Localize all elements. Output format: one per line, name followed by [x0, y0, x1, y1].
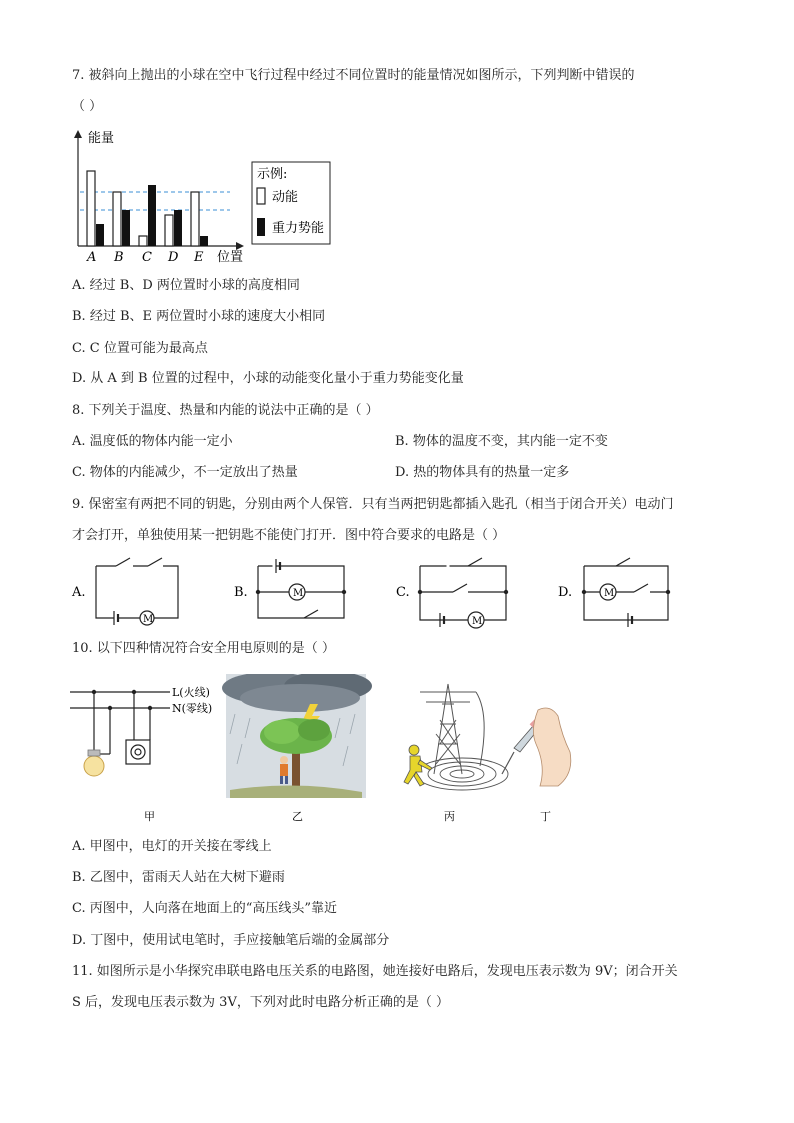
q7-energy-chart	[70, 128, 340, 268]
circuit-a-motor-label: M	[143, 614, 154, 625]
q10-option-c: C. 丙图中，人向落在地面上的“高压线头”靠近	[72, 901, 338, 916]
legend-label-kinetic: 动能	[272, 190, 299, 205]
q7-answer-blank: （ ）	[72, 99, 103, 114]
y-axis-arrow-icon	[74, 130, 82, 138]
circuit-a-label: A.	[72, 585, 86, 600]
caption-yi: 乙	[292, 810, 303, 823]
live-wire-label: L(火线)	[172, 686, 210, 699]
q10-illustrations	[70, 674, 590, 824]
circuit-d-motor-label: M	[604, 588, 615, 599]
caption-jia: 甲	[144, 810, 155, 823]
circuit-d-label: D.	[558, 585, 573, 600]
position-label-c: C	[142, 250, 152, 265]
person-icon	[404, 745, 432, 786]
q9-circuit-options	[68, 552, 688, 632]
circuit-b-label: B.	[234, 585, 248, 600]
q8-stem: 8. 下列关于温度、热量和内能的说法中正确的是（ ）	[72, 403, 379, 418]
y-axis-label: 能量	[88, 131, 115, 146]
q8-option-c: C. 物体的内能减少，不一定放出了热量	[72, 465, 298, 480]
q8-option-b: B. 物体的温度不变，其内能一定不变	[395, 434, 608, 449]
bar-kinetic-e	[191, 192, 199, 246]
figure-ding-test-pen	[502, 708, 571, 786]
x-axis-label: 位置	[217, 250, 244, 265]
q7-option-a: A. 经过 B、D 两位置时小球的高度相同	[72, 278, 300, 293]
q8-option-d: D. 热的物体具有的热量一定多	[395, 465, 570, 480]
position-label-d: D	[168, 250, 179, 265]
q7-option-d: D. 从 A 到 B 位置的过程中，小球的动能变化量小于重力势能变化量	[72, 371, 464, 386]
q8-option-a: A. 温度低的物体内能一定小	[72, 434, 233, 449]
q10-option-b: B. 乙图中，雷雨天人站在大树下避雨	[72, 870, 285, 885]
position-label-e: E	[194, 250, 204, 265]
bar-kinetic-c	[139, 236, 147, 246]
bar-potential-c	[148, 185, 156, 246]
circuit-d	[582, 558, 669, 627]
neutral-wire-label: N(零线)	[172, 702, 213, 715]
legend-label-potential: 重力势能	[272, 221, 325, 236]
bar-kinetic-d	[165, 215, 173, 246]
circuit-c-motor-label: M	[472, 616, 483, 627]
figure-bing-high-voltage	[404, 684, 508, 790]
caption-ding: 丁	[540, 810, 551, 823]
caption-bing: 丙	[444, 810, 455, 823]
figure-jia-wiring	[70, 690, 170, 764]
bar-potential-e	[200, 236, 208, 246]
q7-option-c: C. C 位置可能为最高点	[72, 341, 208, 356]
legend-swatch-potential	[257, 218, 265, 236]
bar-kinetic-a	[87, 171, 95, 246]
q11-stem-line1: 11. 如图所示是小华探究串联电路电压关系的电路图，她连接好电路后，发现电压表示数为 9V；闭合开关	[72, 964, 678, 979]
bar-kinetic-b	[113, 192, 121, 246]
q7-stem: 7. 被斜向上抛出的小球在空中飞行过程中经过不同位置时的能量情况如图所示，下列判断中错误的	[72, 68, 635, 83]
bar-potential-b	[122, 210, 130, 246]
legend-title: 示例:	[257, 167, 288, 182]
figure-yi-storm-tree	[222, 674, 372, 798]
q10-option-d: D. 丁图中，使用试电笔时，手应接触笔后端的金属部分	[72, 933, 390, 948]
q10-option-a: A. 甲图中，电灯的开关接在零线上	[72, 839, 272, 854]
circuit-b-motor-label: M	[293, 588, 304, 599]
q11-stem-line2: S 后，发现电压表示数为 3V，下列对此时电路分析正确的是（ ）	[72, 995, 449, 1010]
circuit-c-label: C.	[396, 585, 410, 600]
q9-stem-line2: 才会打开，单独使用某一把钥匙不能使门打开．图中符合要求的电路是（ ）	[72, 528, 506, 543]
position-label-a: A	[87, 250, 97, 265]
bar-potential-a	[96, 224, 104, 246]
bar-potential-d	[174, 210, 182, 246]
legend-swatch-kinetic	[257, 188, 265, 204]
position-label-b: B	[114, 250, 124, 265]
circuit-a	[96, 558, 178, 625]
q7-option-b: B. 经过 B、E 两位置时小球的速度大小相同	[72, 309, 326, 324]
hand-icon	[533, 708, 570, 786]
q9-stem-line1: 9. 保密室有两把不同的钥匙，分别由两个人保管．只有当两把钥匙都插入匙孔（相当于闭合开关）电动门	[72, 497, 674, 512]
q10-stem: 10. 以下四种情况符合安全用电原则的是（ ）	[72, 641, 335, 656]
x-axis-arrow-icon	[236, 242, 244, 250]
circuit-c	[418, 558, 507, 628]
